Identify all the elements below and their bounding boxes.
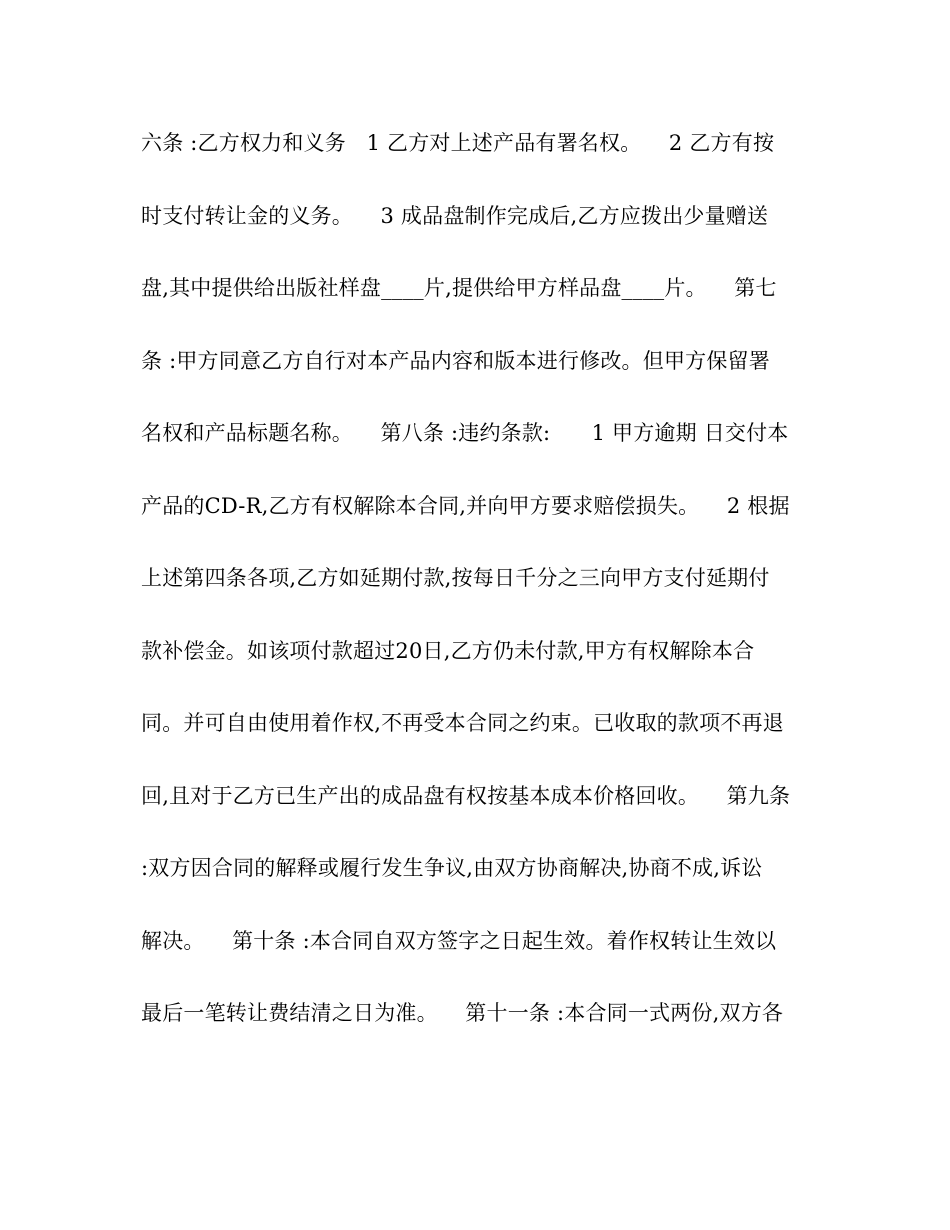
text-line: 最后一笔转让费结清之日为准。 第十一条 :本合同一式两份,双方各 xyxy=(141,1001,784,1025)
text-line: 款补偿金。如该项付款超过20日,乙方仍未付款,甲方有权解除本合 xyxy=(141,638,755,663)
text-line: 回,且对于乙方已生产出的成品盘有权按基本成本价格回收。 第九条 xyxy=(141,783,791,808)
contract-text-body xyxy=(141,118,821,1061)
text-line: 盘,其中提供给出版社样盘____片,提供给甲方样品盘____片。 第七 xyxy=(141,276,777,300)
text-line: 解决。 第十条 :本合同自双方签字之日起生效。着作权转让生效以 xyxy=(141,928,777,953)
text-line: 名权和产品标题名称。 第八条 :违约条款: 1 甲方逾期 日交付本 xyxy=(141,421,789,445)
text-line: 上述第四条各项,乙方如延期付款,按每日千分之三向甲方支付延期付 xyxy=(141,566,770,590)
text-line: 条 :甲方同意乙方自行对本产品内容和版本进行修改。但甲方保留署 xyxy=(141,348,770,373)
text-line: :双方因合同的解释或履行发生争议,由双方协商解决,协商不成,诉讼 xyxy=(141,856,763,880)
text-line: 产品的CD-R,乙方有权解除本合同,并向甲方要求赔偿损失。 2 根据 xyxy=(141,493,790,518)
text-line: 时支付转让金的义务。 3 成品盘制作完成后,乙方应拨出少量赠送 xyxy=(141,203,769,228)
text-line: 六条 :乙方权力和义务 1 乙方对上述产品有署名权。 2 乙方有按 xyxy=(141,131,775,155)
text-line: 同。并可自由使用着作权,不再受本合同之约束。已收取的款项不再退 xyxy=(141,711,784,735)
